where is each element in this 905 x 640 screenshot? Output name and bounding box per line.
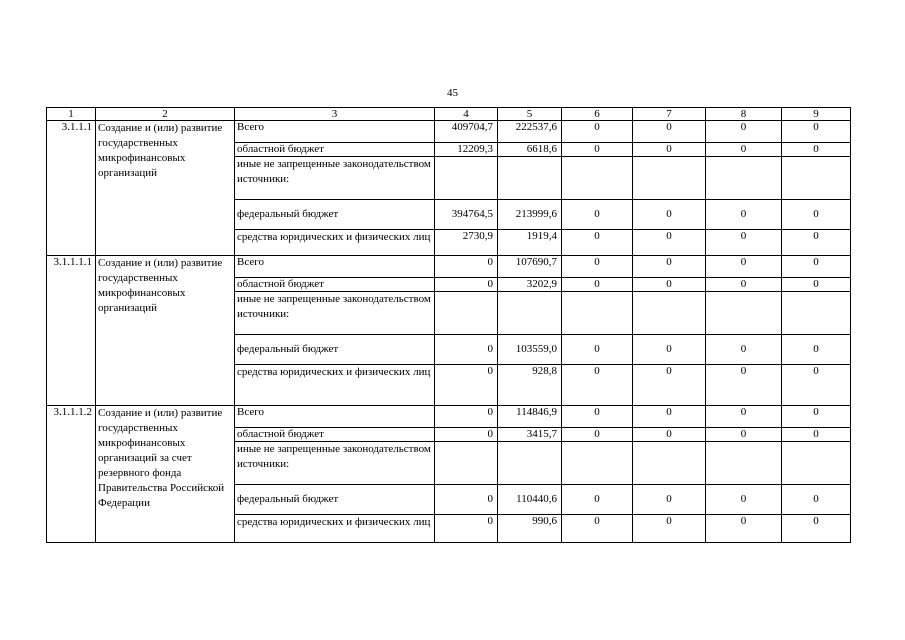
value-cell: 0 — [706, 121, 782, 143]
value-cell: 0 — [782, 278, 851, 292]
value-cell: 110440,6 — [498, 485, 562, 515]
column-header: 2 — [96, 108, 235, 121]
funding-source-label: средства юридических и физических лиц — [235, 515, 435, 543]
funding-source-label: федеральный бюджет — [235, 485, 435, 515]
value-cell: 0 — [562, 335, 633, 365]
measure-name: Создание и (или) развитие государственных микрофинансовых организаций за счет резервного фонда Правительства Российской Федерации — [96, 406, 235, 543]
value-cell: 0 — [435, 278, 498, 292]
value-cell — [706, 442, 782, 485]
measure-code: 3.1.1.1 — [47, 121, 96, 256]
value-cell — [435, 442, 498, 485]
value-cell: 0 — [435, 428, 498, 442]
funding-table — [46, 107, 851, 543]
column-header: 8 — [706, 108, 782, 121]
value-cell: 0 — [782, 121, 851, 143]
value-cell — [498, 292, 562, 335]
funding-source-label: областной бюджет — [235, 143, 435, 157]
value-cell: 0 — [562, 515, 633, 543]
value-cell: 0 — [706, 428, 782, 442]
value-cell: 0 — [633, 256, 706, 278]
column-header-row — [47, 108, 851, 121]
value-cell: 990,6 — [498, 515, 562, 543]
value-cell: 1919,4 — [498, 230, 562, 256]
value-cell: 928,8 — [498, 365, 562, 406]
value-cell: 2730,9 — [435, 230, 498, 256]
column-header: 6 — [562, 108, 633, 121]
column-header: 7 — [633, 108, 706, 121]
funding-source-label: федеральный бюджет — [235, 200, 435, 230]
table-row — [47, 121, 851, 143]
value-cell: 0 — [562, 256, 633, 278]
column-header: 4 — [435, 108, 498, 121]
value-cell: 0 — [435, 515, 498, 543]
value-cell: 0 — [562, 200, 633, 230]
value-cell — [498, 157, 562, 200]
value-cell: 0 — [706, 230, 782, 256]
value-cell: 0 — [562, 230, 633, 256]
value-cell: 0 — [562, 365, 633, 406]
funding-source-label: областной бюджет — [235, 428, 435, 442]
value-cell: 0 — [633, 365, 706, 406]
value-cell: 3202,9 — [498, 278, 562, 292]
value-cell: 0 — [633, 121, 706, 143]
value-cell: 0 — [706, 256, 782, 278]
value-cell: 0 — [782, 256, 851, 278]
value-cell: 409704,7 — [435, 121, 498, 143]
value-cell: 0 — [633, 406, 706, 428]
value-cell — [782, 442, 851, 485]
value-cell: 0 — [706, 406, 782, 428]
value-cell: 0 — [782, 515, 851, 543]
value-cell: 0 — [562, 406, 633, 428]
measure-name: Создание и (или) развитие государственных микрофинансовых организаций — [96, 256, 235, 406]
value-cell — [562, 157, 633, 200]
column-header: 3 — [235, 108, 435, 121]
value-cell: 0 — [706, 278, 782, 292]
table-row — [47, 256, 851, 278]
value-cell: 107690,7 — [498, 256, 562, 278]
funding-source-label: иные не запрещенные законодательством источники: — [235, 442, 435, 485]
value-cell: 3415,7 — [498, 428, 562, 442]
value-cell — [706, 292, 782, 335]
measure-code: 3.1.1.1.1 — [47, 256, 96, 406]
value-cell — [435, 292, 498, 335]
value-cell: 12209,3 — [435, 143, 498, 157]
value-cell: 0 — [435, 365, 498, 406]
value-cell: 0 — [633, 143, 706, 157]
column-header: 1 — [47, 108, 96, 121]
value-cell — [782, 157, 851, 200]
value-cell: 0 — [562, 278, 633, 292]
value-cell: 0 — [706, 365, 782, 406]
value-cell: 0 — [435, 406, 498, 428]
value-cell: 394764,5 — [435, 200, 498, 230]
value-cell: 0 — [562, 121, 633, 143]
value-cell — [562, 442, 633, 485]
value-cell: 0 — [435, 256, 498, 278]
value-cell — [633, 292, 706, 335]
value-cell: 0 — [782, 428, 851, 442]
value-cell — [706, 157, 782, 200]
funding-source-label: областной бюджет — [235, 278, 435, 292]
value-cell: 0 — [782, 406, 851, 428]
value-cell: 114846,9 — [498, 406, 562, 428]
value-cell: 0 — [562, 143, 633, 157]
funding-source-label: Всего — [235, 256, 435, 278]
table-row — [47, 406, 851, 428]
value-cell: 0 — [633, 230, 706, 256]
value-cell — [782, 292, 851, 335]
value-cell: 0 — [562, 428, 633, 442]
value-cell: 0 — [706, 200, 782, 230]
measure-code: 3.1.1.1.2 — [47, 406, 96, 543]
value-cell: 0 — [562, 485, 633, 515]
value-cell: 0 — [782, 230, 851, 256]
column-header: 5 — [498, 108, 562, 121]
value-cell: 103559,0 — [498, 335, 562, 365]
column-header: 9 — [782, 108, 851, 121]
value-cell — [633, 157, 706, 200]
value-cell: 0 — [706, 335, 782, 365]
funding-source-label: средства юридических и физических лиц — [235, 230, 435, 256]
value-cell: 0 — [633, 515, 706, 543]
funding-source-label: средства юридических и физических лиц — [235, 365, 435, 406]
value-cell: 0 — [782, 485, 851, 515]
funding-source-label: Всего — [235, 406, 435, 428]
value-cell: 0 — [633, 428, 706, 442]
value-cell — [498, 442, 562, 485]
funding-source-label: иные не запрещенные законодательством источники: — [235, 292, 435, 335]
value-cell: 0 — [633, 278, 706, 292]
value-cell: 0 — [706, 515, 782, 543]
value-cell: 0 — [782, 200, 851, 230]
funding-source-label: федеральный бюджет — [235, 335, 435, 365]
value-cell: 6618,6 — [498, 143, 562, 157]
page-number: 45 — [447, 87, 458, 99]
value-cell: 0 — [633, 485, 706, 515]
measure-name: Создание и (или) развитие государственных микрофинансовых организаций — [96, 121, 235, 256]
value-cell: 0 — [782, 365, 851, 406]
value-cell: 0 — [633, 335, 706, 365]
value-cell — [435, 157, 498, 200]
value-cell: 0 — [435, 335, 498, 365]
value-cell: 0 — [782, 335, 851, 365]
value-cell: 0 — [633, 200, 706, 230]
value-cell: 222537,6 — [498, 121, 562, 143]
funding-source-label: Всего — [235, 121, 435, 143]
value-cell: 0 — [706, 485, 782, 515]
value-cell: 0 — [435, 485, 498, 515]
value-cell — [562, 292, 633, 335]
value-cell — [633, 442, 706, 485]
value-cell: 0 — [782, 143, 851, 157]
value-cell: 0 — [706, 143, 782, 157]
value-cell: 213999,6 — [498, 200, 562, 230]
funding-source-label: иные не запрещенные законодательством источники: — [235, 157, 435, 200]
